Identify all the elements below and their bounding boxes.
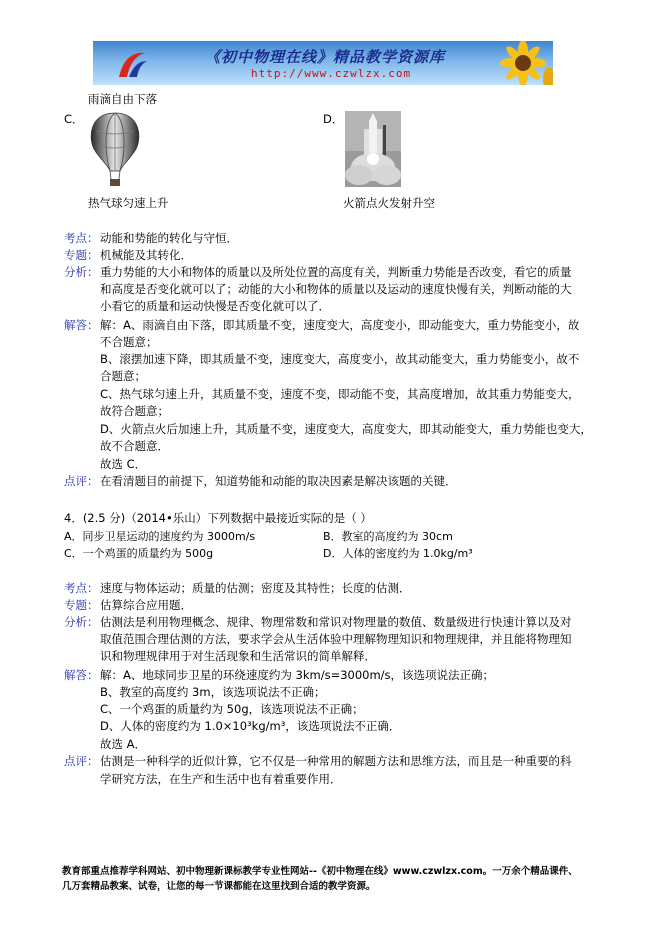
q4-fenxi-line: 识和物理规律用于对生活现象和生活常识的简单解释．: [100, 649, 376, 663]
q3-fenxi-line: 重力势能的大小和物体的质量以及所处位置的高度有关，判断重力势能是否改变，看它的质量: [100, 265, 572, 279]
option-c-label: C．: [64, 112, 84, 126]
q4-kaodian-label: 考点：: [64, 581, 99, 595]
banner-url[interactable]: http://www.czwlzx.com: [251, 67, 412, 80]
q3-jieda-line: 不合题意；: [100, 335, 158, 349]
q4-zhuanti: 估算综合应用题．: [100, 598, 192, 612]
q4-jieda-line: 故选 A．: [100, 737, 147, 751]
q3-jieda-line: 故符合题意；: [100, 404, 169, 418]
q4-jieda-line: B、教室的高度约 3m，该选项说法不正确；: [100, 685, 326, 699]
q3-jieda-line: B、滚摆加速下降，即其质量不变，速度变大，高度变小，故其动能变大，重力势能变小，故不: [100, 352, 580, 366]
q4-jieda-line: 解：A、地球同步卫星的环绕速度约为 3km/s=3000m/s，该选项说法正确；: [100, 668, 495, 682]
q4-jieda-line: D、人体的密度约为 1.0×10³kg/m³，该选项说法不正确．: [100, 719, 401, 733]
footer-line: 教育部重点推荐学科网站、初中物理新课标教学专业性网站--《初中物理在线》www.czwlzx.com。一万余个精品课件、: [62, 866, 578, 877]
q4-dianping-label: 点评：: [64, 754, 99, 768]
q4-option-c: C．一个鸡蛋的质量约为 500g: [64, 547, 214, 560]
q4-option-a: A．同步卫星运动的速度约为 3000m/s: [64, 530, 256, 543]
hot-air-balloon-image: [86, 111, 144, 187]
q4-fenxi-line: 估测法是利用物理概念、规律、物理常数和常识对物理量的数值、数量级进行快速计算以及对: [100, 615, 572, 629]
q3-jieda-line: 解：A、雨滴自由下落，即其质量不变，速度变大，高度变小，即动能变大，重力势能变小，故: [100, 318, 580, 332]
footer-line: 几万套精品教案、试卷，让您的每一节课都能在这里找到合适的教学资源。: [62, 881, 376, 892]
q3-jieda-line: D、火箭点火后加速上升，其质量不变，速度变大，高度变大，即其动能变大，重力势能也变大，: [100, 422, 592, 436]
q3-dianping-label: 点评：: [64, 474, 99, 488]
q3-fenxi-line: 小看它的质量和运动快慢是否变化就可以了．: [100, 299, 330, 313]
q4-zhuanti-label: 专题：: [64, 598, 99, 612]
page-footer: [62, 864, 622, 894]
q4-fenxi-line: 取值范围合理估测的方法，要求学会从生活体验中理解物理知识和物理规律，并且能将物理知: [100, 632, 572, 646]
q3-fenxi-label: 分析：: [64, 265, 99, 279]
header-banner: [93, 41, 553, 85]
q3-zhuanti: 机械能及其转化．: [100, 248, 192, 262]
q4-option-d: D．人体的密度约为 1.0kg/m³: [323, 547, 473, 560]
q4-jieda-label: 解答：: [64, 668, 99, 682]
q4-jieda-line: C、一个鸡蛋的质量约为 50g，该选项说法不正确；: [100, 702, 364, 716]
q3-kaodian-label: 考点：: [64, 231, 99, 245]
banner-title: 《初中物理在线》精品教学资源库: [205, 48, 446, 66]
q3-fenxi-line: 和高度是否变化就可以了；动能的大小和物体的质量以及运动的速度快慢有关，判断动能的大: [100, 282, 572, 296]
q3-jieda-label: 解答：: [64, 318, 99, 332]
q3-jieda-line: C、热气球匀速上升，其质量不变，速度不变，即动能不变，其高度增加，故其重力势能变大，: [100, 387, 580, 401]
q4-kaodian: 速度与物体运动；质量的估测；密度及其特性；长度的估测．: [100, 581, 411, 595]
q3-dianping: 在看清题目的前提下，知道势能和动能的取决因素是解决该题的关键．: [100, 474, 457, 488]
rocket-launch-image: [345, 111, 401, 187]
q3-kaodian: 动能和势能的转化与守恒．: [100, 231, 238, 245]
q4-dianping-line: 学研究方法，在生产和生活中也有着重要作用．: [100, 772, 342, 786]
q4-stem: 4．(2.5 分)（2014•乐山）下列数据中最接近实际的是（ ）: [64, 511, 372, 525]
q4-dianping-line: 估测是一种科学的近似计算，它不仅是一种常用的解题方法和思维方法，而且是一种重要的科: [100, 754, 572, 768]
q3-jieda-line: 故不合题意．: [100, 439, 169, 453]
q4-option-b: B．教室的高度约为 30cm: [323, 530, 453, 543]
q3-zhuanti-label: 专题：: [64, 248, 99, 262]
sunflower-icon: [483, 41, 553, 85]
q3-jieda-line: 故选 C．: [100, 457, 147, 471]
caption-option-c: 热气球匀速上升: [88, 196, 169, 210]
caption-option-a: 雨滴自由下落: [88, 92, 157, 106]
option-d-label: D．: [323, 112, 344, 126]
logo-icon: [115, 47, 149, 81]
q4-fenxi-label: 分析：: [64, 615, 99, 629]
q3-jieda-line: 合题意；: [100, 369, 146, 383]
caption-option-d: 火箭点火发射升空: [343, 196, 435, 210]
